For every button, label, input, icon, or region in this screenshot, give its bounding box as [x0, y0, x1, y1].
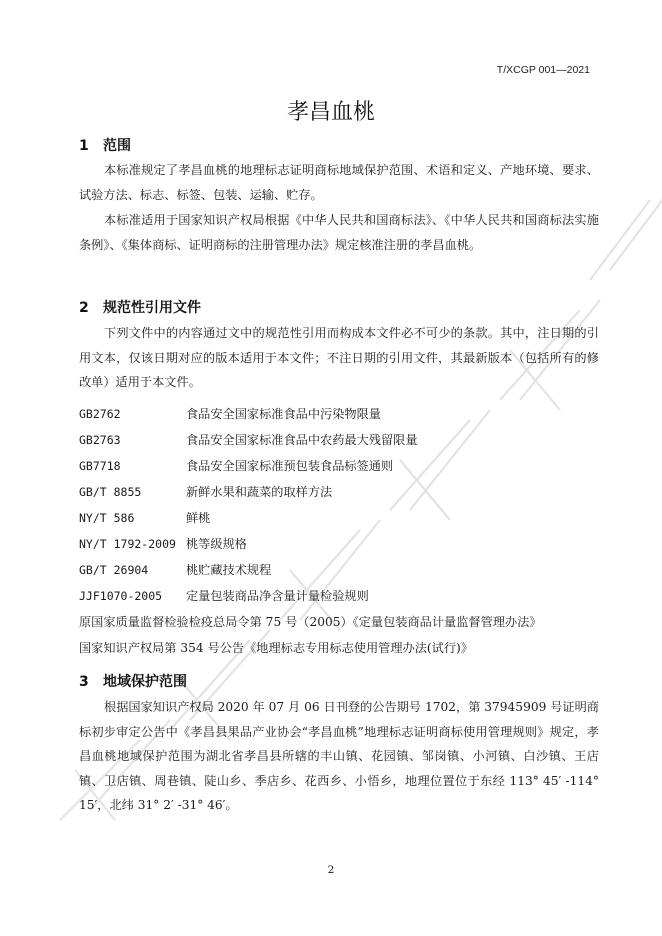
reference-title: 食品安全国家标准食品中污染物限量 [186, 407, 381, 421]
page-number: 2 [327, 864, 335, 876]
reference-title: 新鲜水果和蔬菜的取样方法 [186, 485, 333, 499]
reference-row [79, 535, 247, 555]
reference-line: 国家知识产权局第 354 号公告《地理标志专用标志使用管理办法(试行)》 [79, 641, 473, 655]
standard-code: T/XCGP 001—2021 [496, 64, 590, 76]
section-title: 规范性引用文件 [103, 300, 201, 316]
section-number: 3 [79, 674, 89, 690]
reference-title: 鲜桃 [186, 511, 211, 525]
reference-title: 食品安全国家标准预包装食品标签通则 [186, 459, 394, 473]
section-title: 范围 [103, 138, 131, 154]
section-3-paragraph-1: 根据国家知识产权局 2020 年 07 月 06 日刊登的公告期号 1702，第 37945909 号证明商标初步审定公告中《孝昌县果品产业协会“孝昌血桃”地理标志证明商标使用管理规则》规定，孝昌血桃地域保护范围为湖北省孝昌县所辖的丰山镇、花园镇、邹岗镇、小河镇、白沙镇、王店镇、卫店镇、周巷镇、陡山乡、季店乡、花西乡、小悟乡，地理位置位于东经 113° 45′ -114° 15′，北纬 31° 2′ -31° 46′。 [79, 700, 599, 813]
reference-code: GB7718 [79, 459, 121, 473]
reference-code: GB/T 26904 [79, 563, 149, 577]
section-1-paragraph-2: 本标准适用于国家知识产权局根据《中华人民共和国商标法》、《中华人民共和国商标法实施条例》、《集体商标、证明商标的注册管理办法》规定核准注册的孝昌血桃。 [79, 213, 599, 252]
reference-row [79, 431, 418, 451]
reference-code: GB2762 [79, 407, 121, 421]
section-3-heading [79, 671, 187, 691]
section-2-heading [79, 297, 201, 317]
section-number: 1 [79, 138, 89, 154]
document-title: 孝昌血桃 [286, 100, 375, 125]
section-2-paragraph-1: 下列文件中的内容通过文中的规范性引用而构成本文件必不可少的条款。其中，注日期的引用文本，仅该日期对应的版本适用于本文件；不注日期的引用文件，其最新版本（包括所有的修改单）适用于本文件。 [79, 326, 599, 390]
reference-code: GB2763 [79, 433, 121, 447]
reference-row [79, 457, 393, 477]
reference-row [79, 587, 369, 607]
reference-code: NY/T 586 [79, 511, 135, 525]
section-1-heading [79, 135, 131, 155]
reference-title: 桃等级规格 [186, 537, 247, 551]
reference-code: JJF1070-2005 [79, 589, 163, 603]
reference-row [79, 509, 210, 529]
reference-title: 食品安全国家标准食品中农药最大残留限量 [186, 433, 418, 447]
section-title: 地域保护范围 [103, 674, 187, 690]
section-1-paragraph-1: 本标准规定了孝昌血桃的地理标志证明商标地域保护范围、术语和定义、产地环境、要求、试验方法、标志、标签、包装、运输、贮存。 [79, 163, 599, 202]
reference-title: 桃贮藏技术规程 [186, 563, 272, 577]
reference-row [79, 483, 332, 503]
reference-code: NY/T 1792-2009 [79, 537, 176, 551]
section-number: 2 [79, 300, 89, 316]
reference-row [79, 561, 271, 581]
reference-line: 原国家质量监督检验检疫总局令第 75 号（2005）《定量包装商品计量监督管理办法》 [79, 615, 542, 629]
reference-title: 定量包装商品净含量计量检验规则 [186, 589, 369, 603]
reference-row [79, 405, 381, 425]
reference-code: GB/T 8855 [79, 485, 142, 499]
